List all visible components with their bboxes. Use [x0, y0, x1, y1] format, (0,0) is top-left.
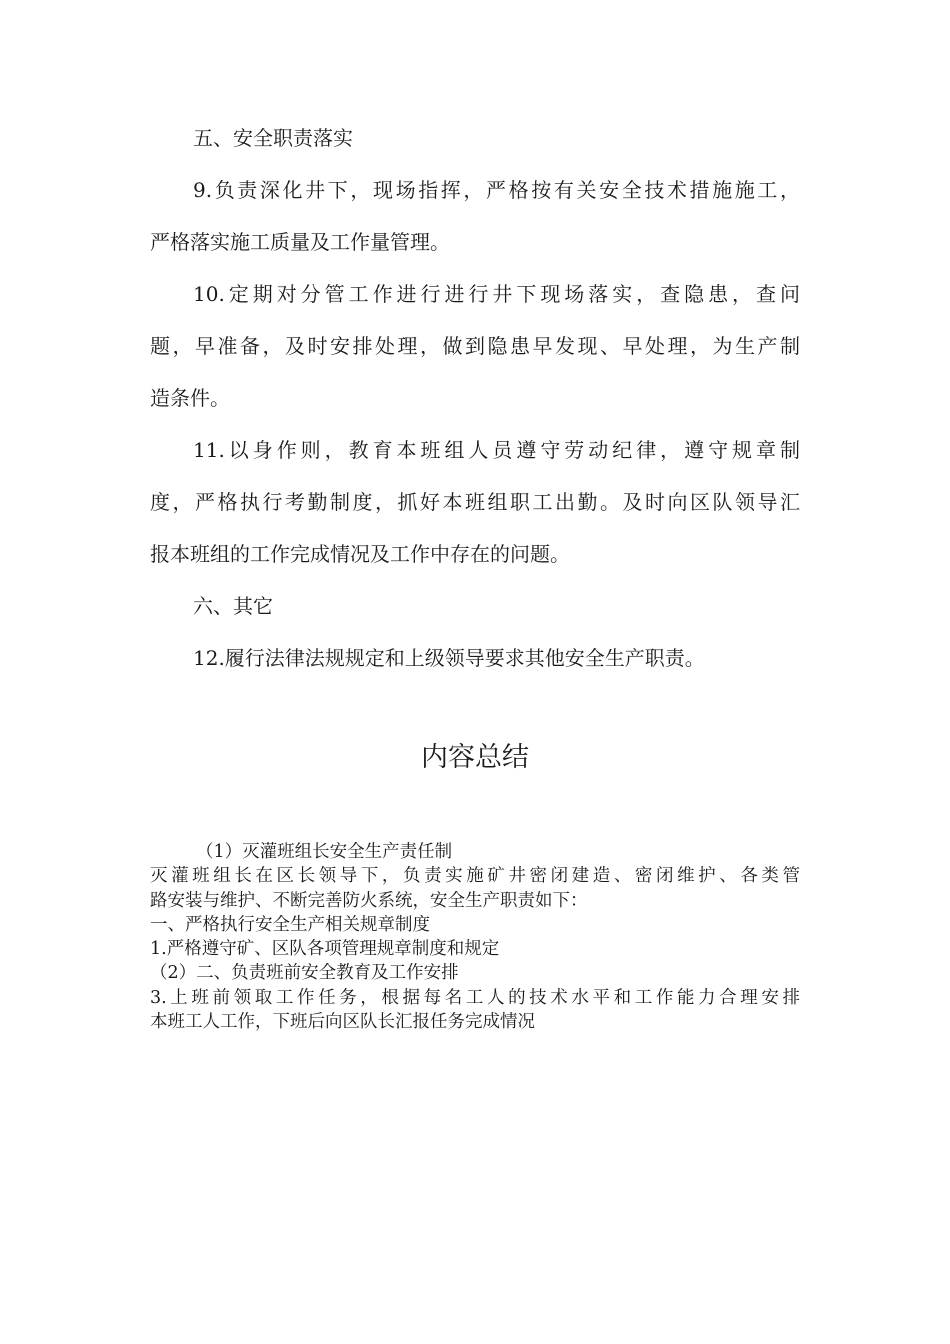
summary-line: 1.严格遵守矿、区队各项管理规章制度和规定: [150, 939, 500, 960]
item-10-line-2: 题，早准备，及时安排处理，做到隐患早发现、早处理，为生产制: [150, 334, 800, 358]
item-11-line-3: 报本班组的工作完成情况及工作中存在的问题。: [150, 542, 570, 566]
item-10-line-1: 10.定期对分管工作进行进行井下现场落实，查隐患，查问: [193, 282, 800, 306]
section-heading-5: 五、安全职责落实: [193, 126, 353, 150]
item-11-line-2: 度，严格执行考勤制度，抓好本班组职工出勤。及时向区队领导汇: [150, 490, 800, 514]
summary-line: （2）二、负责班前安全教育及工作安排: [150, 963, 459, 984]
section-heading-6: 六、其它: [193, 594, 273, 618]
summary-line: 3.上班前领取工作任务，根据每名工人的技术水平和工作能力合理安排: [150, 987, 800, 1008]
summary-body: [150, 840, 800, 1034]
item-11-line-1: 11.以身作则，教育本班组人员遵守劳动纪律，遵守规章制: [193, 438, 800, 462]
summary-line: 灭灌班组长在区长领导下，负责实施矿井密闭建造、密闭维护、各类管: [150, 866, 800, 887]
item-12-line-1: 12.履行法律法规规定和上级领导要求其他安全生产职责。: [193, 646, 705, 670]
summary-line: 本班工人工作，下班后向区队长汇报任务完成情况: [150, 1012, 535, 1033]
summary-title: 内容总结: [421, 742, 529, 773]
summary-line: 一、严格执行安全生产相关规章制度: [150, 914, 430, 935]
item-9-line-2: 严格落实施工质量及工作量管理。: [150, 230, 450, 254]
item-10-line-3: 造条件。: [150, 386, 230, 410]
summary-line: 路安装与维护、不断完善防火系统，安全生产职责如下：: [150, 890, 588, 911]
main-body: [150, 112, 800, 684]
item-9-line-1: 9.负责深化井下，现场指挥，严格按有关安全技术措施施工，: [193, 178, 800, 202]
summary-line: （1）灭灌班组长安全生产责任制: [196, 842, 453, 862]
